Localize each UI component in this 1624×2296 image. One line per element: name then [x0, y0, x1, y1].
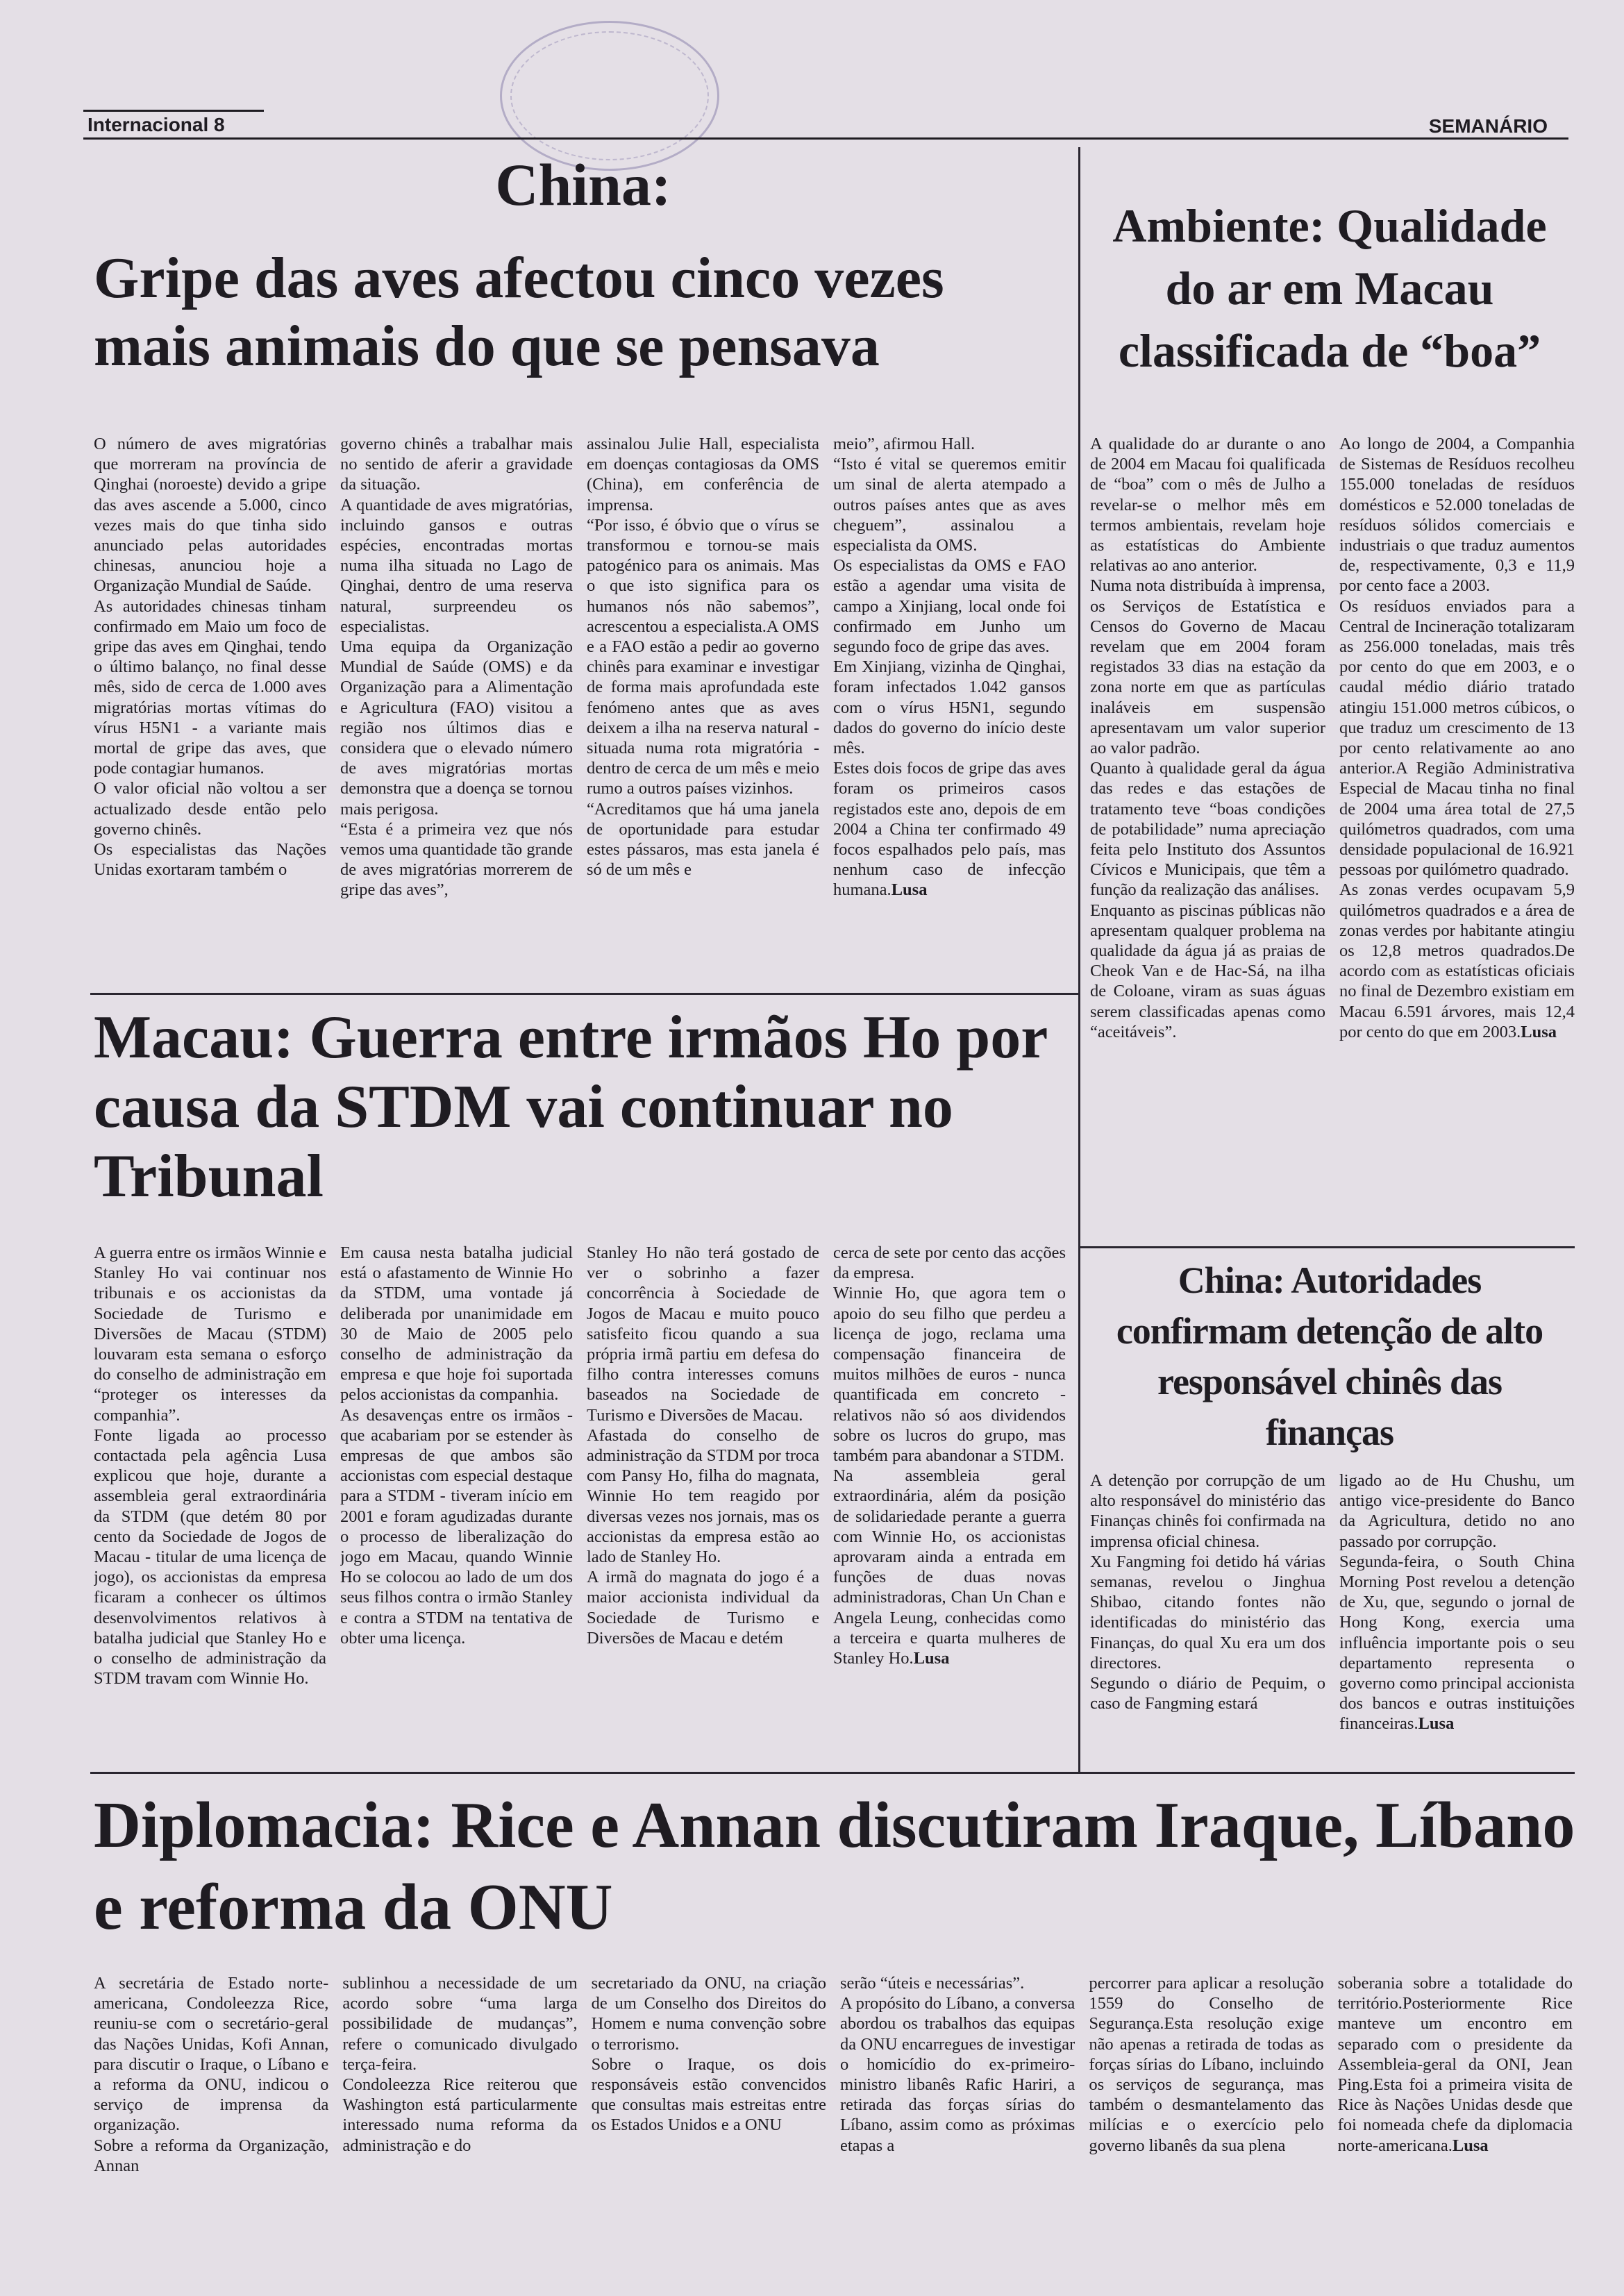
paragraph: cerca de sete por cento das acções da empresa. — [833, 1243, 1066, 1283]
article-column — [1090, 434, 1325, 1246]
byline: Lusa — [1418, 1714, 1455, 1734]
article-headline: Ambiente: Qualidade do ar em Macau classificada de “boa” — [1112, 199, 1547, 377]
column-divider-lower — [1078, 1248, 1080, 1772]
paragraph: ligado ao de Hu Chushu, um antigo vice-presidente do Banco da Agricultura, detido no ano passado por corrupção. — [1339, 1471, 1575, 1551]
paragraph: A secretária de Estado norte-americana, Condoleezza Rice, reuniu-se com o secretário-geral das Nações Unidas, Kofi Annan, para discutir o Iraque, o Líbano e a reforma da ONU, indicou o serviço de imprensa da organização. — [94, 1974, 329, 2135]
header-rule — [83, 137, 1568, 140]
paragraph: Winnie Ho, que agora tem o apoio do seu filho que perdeu a licença de jogo, reclama uma compensação financeira de muitos milhões de euros - nunca quantificada em concreto - relativos não só aos dividendos sobre os lucros do grupo, mas também para abandonar a STDM. — [833, 1284, 1066, 1466]
article-column — [587, 1243, 819, 1777]
article-body — [94, 1973, 1573, 2223]
paragraph: Os resíduos enviados para a Central de Incineração totalizaram as 256.000 toneladas, mais três por cento do que em 2003, e o caudal médio diário tratado atingiu 151.000 metros cúbicos, o que traduz um crescimento de 13 por cento relativamente ao ano anterior.A Região Administrativa Especial de Macau tinha no final de 2004 uma área total de 27,5 quilómetros quadrados, com uma densidade populacional de 16.921 pessoas por quilómetro quadrado. — [1339, 596, 1575, 880]
article-column — [1339, 1470, 1575, 1770]
paragraph: Quanto à qualidade geral da água das redes e das estações de tratamento teve “boas condições de potabilidade” numa apreciação feita pelo Instituto dos Assuntos Cívicos e Municipais, que têm a função da realização das análises. — [1090, 759, 1325, 900]
article-column — [1090, 1470, 1325, 1770]
paragraph: assinalou Julie Hall, especialista em doenças contagiosas da OMS (China), em conferência de imprensa. — [587, 435, 819, 514]
article-column — [340, 434, 573, 993]
paragraph: Uma equipa da Organização Mundial de Saúde (OMS) e da Organização para a Alimentação e Agricultura (FAO) visitou a região nos últimos dias e considera que o elevado número de aves migratórias mortas demonstra que a doença se tornou mais perigosa. — [340, 637, 573, 819]
divider-ambiente-china — [1078, 1246, 1575, 1248]
paragraph: A irmã do magnata do jogo é a maior accionista individual da Sociedade de Turismo e Diversões de Macau e detém — [587, 1568, 819, 1648]
paragraph: “Acreditamos que há uma janela de oportunidade para estudar estes pássaros, mas esta janela é só de um mês e — [587, 799, 819, 880]
paragraph: Ao longo de 2004, a Companhia de Sistemas de Resíduos recolheu 155.000 toneladas de resíduos domésticos e 52.000 toneladas de resíduos sólidos comerciais e industriais o que traduz aumentos de, respectivamente, 0,3 e 11,9 por cento face a 2003. — [1339, 435, 1575, 596]
article-headline: Diplomacia: Rice e Annan discutiram Iraque, Líbano e reforma da ONU — [94, 1789, 1575, 1943]
article-headline: Macau: Guerra entre irmãos Ho por causa da STDM vai continuar no Tribunal — [94, 1004, 1047, 1210]
paragraph: Fonte ligada ao processo contactada pela agência Lusa explicou que hoje, durante a assembleia geral extraordinária da STDM (que detém 80 por cento da Sociedade de Jogos de Macau - titular de uma licença de jogo), os accionistas da empresa ficaram a conhecer os últimos desenvolvimentos relativos à batalha judicial que Stanley Ho e o conselho de administração da STDM travam com Winnie Ho. — [94, 1425, 326, 1689]
article-column — [94, 1973, 328, 2223]
article-body — [1090, 1470, 1575, 1770]
newspaper-name: SEMANÁRIO — [1428, 115, 1548, 137]
article-kicker: China: — [495, 151, 671, 218]
paragraph: Os especialistas das Nações Unidas exortaram também o — [94, 840, 326, 880]
article-column — [833, 434, 1066, 993]
divider-china-macau — [90, 993, 1078, 995]
paragraph: serão “úteis e necessárias”. — [839, 1974, 1025, 1993]
paragraph — [1339, 1552, 1575, 1734]
section-rule — [83, 110, 264, 112]
paragraph: As autoridades chinesas tinham confirmado em Maio um foco de gripe das aves em Qinghai, tendo o último balanço, no final desse mês, sido de cerca de 1.000 aves migratórias mortas vítimas do vírus H5N1 - a variante mais mortal de gripe das aves, que pode contagiar humanos. — [94, 596, 326, 778]
article-column — [1339, 434, 1575, 1246]
paragraph: “Por isso, é óbvio que o vírus se transformou e tornou-se mais patogénico para os animais. Mas o que isto significa para os humanos nós não sabemos”, acrescentou a especialista.A OMS e a FAO estão a pedir ao governo chinês para examinar e investigar de forma mais aprofundada este fenómeno antes que as aves deixem a ilha na reserva natural - situada numa rota migratória - dentro de cerca de um mês e meio rumo a outros países vizinhos. — [587, 515, 819, 798]
paragraph: Condoleezza Rice reiterou que Washington está particularmente interessado numa reforma da administração e do — [342, 2075, 578, 2155]
paragraph — [833, 1466, 1066, 1668]
paragraph: O número de aves migratórias que morreram na província de Qinghai (noroeste) devido a gripe das aves ascende a 5.000, cinco vezes mais do que tinha sido anunciado pelas autoridades chinesas, anunciou hoje a Organização Mundial de Saúde. — [94, 435, 326, 596]
paragraph: percorrer para aplicar a resolução 1559 do Conselho de Segurança.Esta resolução exige não apenas a retirada de todas as forças sírias do Líbano, incluindo os serviços de segurança, mas também o desmantelamento das milícias e o exercício pelo governo libanês da sua plena — [1089, 1974, 1324, 2155]
paragraph: Sobre o Iraque, os dois responsáveis estão convencidos que consultas mais estreitas entre os Estados Unidos e a ONU — [591, 2054, 826, 2135]
paragraph-text: Estes dois focos de gripe das aves foram os primeiros casos registados este ano, depois de em 2004 a China ter confirmado 49 focos espalhados pelo país, mas nenhum caso de infecção humana. — [833, 759, 1066, 900]
article-column — [94, 1243, 326, 1777]
paragraph: Em Xinjiang, vizinha de Qinghai, foram infectados 1.042 gansos com o vírus H5N1, segundo dados do governo do início deste mês. — [833, 657, 1066, 758]
article-column — [592, 1973, 826, 2223]
article-column — [833, 1243, 1066, 1777]
paragraph: Os especialistas da OMS e FAO estão a agendar uma visita de campo a Xinjiang, local onde foi confirmado em Junho um segundo foco de gripe das aves. — [833, 556, 1066, 657]
paragraph-text: Na assembleia geral extraordinária, além da posição de solidariedade perante a guerra com Winnie Ho, os accionistas aprovaram ainda a entrada em funções de duas novas administradoras, Chan Un Chan e Angela Leung, conhecidas como a terceira e quarta mulheres de Stanley Ho. — [833, 1466, 1066, 1668]
byline: Lusa — [1452, 2136, 1489, 2155]
paragraph: Enquanto as piscinas públicas não apresentam qualquer problema na qualidade da água já as praias de Cheok Van e de Hac-Sá, na ilha de Coloane, viram as suas águas serem classificadas apenas como “aceitáveis”. — [1090, 900, 1325, 1041]
paragraph: A qualidade do ar durante o ano de 2004 em Macau foi qualificada de “boa” com o mês de Julho a revelar-se o melhor mês em termos ambientais, revelam hoje as estatísticas do Ambiente relativas ao ano anterior. — [1090, 435, 1325, 576]
article-body — [94, 1243, 1066, 1777]
paragraph: Afastada do conselho de administração da STDM por troca com Pansy Ho, filha do magnata, Winnie Ho tem reagido por diversas vezes nos jornais, mas os accionistas da empresa estão ao lado de Stanley Ho. — [587, 1425, 819, 1567]
article-column — [1089, 1973, 1323, 2223]
paragraph — [1338, 1973, 1573, 2156]
paragraph: “Esta é a primeira vez que nós vemos uma quantidade tão grande de aves migratórias morrerem de gripe das aves”, — [340, 819, 573, 900]
paragraph: meio”, afirmou Hall. — [833, 435, 976, 453]
paragraph: Numa nota distribuída à imprensa, os Serviços de Estatística e Censos do Governo de Macau revelam que em 2004 foram registados 33 dias na estação da zona norte em que as partículas inaláveis em suspensão apresentavam um valor superior ao valor padrão. — [1090, 576, 1325, 758]
article-column — [840, 1973, 1075, 2223]
paragraph: As desavenças entre os irmãos - que acabariam por se estender às empresas de que ambos são accionistas com especial destaque para a STDM - tiveram início em 2001 e foram agudizadas durante o processo de liberalização do jogo em Macau, quando Winnie Ho se colocou ao lado de um dos seus filhos contra o irmão Stanley e contra a STDM na tentativa de obter uma licença. — [340, 1405, 573, 1648]
paragraph: Stanley Ho não terá gostado de ver o sobrinho a fazer concorrência à Sociedade de Jogos de Macau e muito pouco satisfeito ficou quando a sua própria irmã partiu em defesa do filho contra interesses comuns baseados na Sociedade de Turismo e Diversões de Macau. — [587, 1243, 819, 1425]
paragraph: sublinhou a necessidade de um acordo sobre “uma larga possibilidade de mudanças”, refere o comunicado divulgado terça-feira. — [342, 1974, 578, 2074]
paragraph: Em causa nesta batalha judicial está o afastamento de Winnie Ho da STDM, uma vontade já deliberada por unanimidade em 30 de Maio de 2005 pelo conselho de administração da empresa e que hoje foi suportada pelos accionistas da companhia. — [340, 1243, 573, 1405]
article-column — [342, 1973, 577, 2223]
paragraph-text: As zonas verdes ocupavam 5,9 quilómetros quadrados e a área de zonas verdes por habitante atingiu os 12,8 metros quadrados.De acordo com as estatísticas oficiais no final de Dezembro existiam em Macau 6.591 árvores, mais 12,4 por cento do que em 2003. — [1339, 880, 1575, 1041]
article-column — [587, 434, 819, 993]
paragraph — [1339, 880, 1575, 1042]
byline: Lusa — [913, 1649, 950, 1668]
article-column — [1338, 1973, 1573, 2223]
paragraph: A detenção por corrupção de um alto responsável do ministério das Finanças chinês foi confirmada na imprensa oficial chinesa. — [1090, 1471, 1325, 1551]
section-label: Internacional 8 — [87, 114, 225, 135]
paragraph-text: Segunda-feira, o South China Morning Post revelou a detenção de Xu, que, segundo o jornal de Hong Kong, exercia uma influência importante pois o seu departamento representa o governo como principal accionista dos bancos e outras instituições financeiras. — [1339, 1552, 1575, 1734]
paragraph: secretariado da ONU, na criação de um Conselho dos Direitos do Homem e numa convenção sobre o terrorismo. — [591, 1974, 826, 2054]
paragraph: A propósito do Líbano, a conversa abordou os trabalhos das equipas da ONU encarregues de investigar o homicídio do ex-primeiro- ministro libanês Rafic Hariri, a retirada das forças sírias do Líbano, assim como as próximas etapas a — [839, 1994, 1075, 2155]
paragraph: “Isto é vital se queremos emitir um sinal de alerta atempado a outros países antes que as aves cheguem”, assinalou a especialista da OMS. — [833, 455, 1066, 555]
paragraph-text: soberania sobre a totalidade do território.Posteriormente Rice manteve um encontro em separado com o presidente da Assembleia-geral da ONI, Jean Ping.Esta foi a primeira visita de Rice às Nações Unidas desde que foi nomeada chefe da diplomacia norte-americana. — [1337, 1974, 1573, 2155]
article-body — [1090, 434, 1575, 1246]
page-header — [83, 111, 1568, 139]
paragraph: A quantidade de aves migratórias, incluindo gansos e outras espécies, encontradas mortas numa ilha situada no Lago de Qinghai, dentro de uma reserva natural, surpreendeu os especialistas. — [340, 495, 573, 636]
paragraph: Sobre a reforma da Organização, Annan — [94, 2136, 329, 2175]
byline: Lusa — [1521, 1022, 1557, 1041]
article-headline: Gripe das aves afectou cinco vezes mais animais do que se pensava — [94, 246, 944, 378]
byline: Lusa — [891, 880, 928, 900]
article-headline: China: Autoridades confirmam detenção de alto responsável chinês das finanças — [1116, 1259, 1543, 1453]
article-body — [94, 434, 1066, 993]
paragraph: A guerra entre os irmãos Winnie e Stanley Ho vai continuar nos tribunais e os accionistas da Sociedade de Turismo e Diversões de Macau (STDM) louvaram esta semana o esforço do conselho de administração em “proteger os interesses da companhia”. — [94, 1243, 326, 1425]
paragraph — [833, 758, 1066, 900]
paragraph: governo chinês a trabalhar mais no sentido de aferir a gravidade da situação. — [340, 435, 573, 494]
paragraph: O valor oficial não voltou a ser actualizado desde então pelo governo chinês. — [94, 779, 326, 839]
article-column — [94, 434, 326, 993]
article-column — [340, 1243, 573, 1777]
archive-stamp — [500, 21, 719, 171]
paragraph: Segundo o diário de Pequim, o caso de Fangming estará — [1090, 1674, 1325, 1713]
paragraph: Xu Fangming foi detido há várias semanas, revelou o Jinghua Shibao, citando fontes não identificadas do ministério das Finanças, do qual Xu era um dos directores. — [1090, 1552, 1325, 1673]
